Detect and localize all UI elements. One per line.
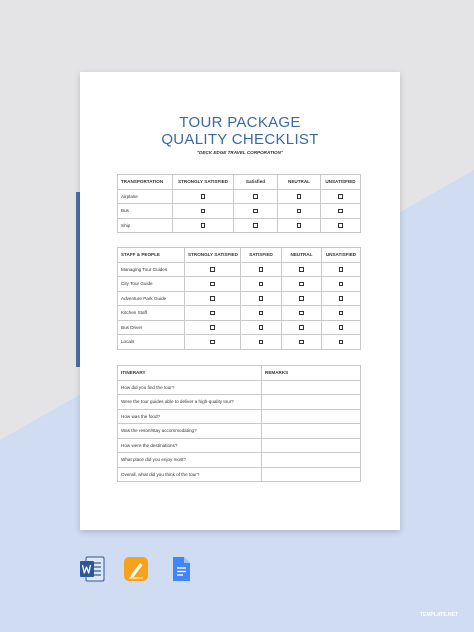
column-header: NEUTRAL (282, 248, 322, 263)
checkbox[interactable] (297, 223, 302, 228)
checkbox[interactable] (259, 267, 264, 272)
column-header: UNSATISFIED (322, 248, 361, 263)
checkbox-cell (185, 335, 241, 350)
table-row (118, 262, 361, 277)
checkbox[interactable] (259, 340, 264, 345)
checkbox-cell (322, 335, 361, 350)
row-label: Locals (118, 335, 185, 350)
checkbox-cell (234, 189, 278, 204)
checkbox[interactable] (339, 267, 344, 272)
checkbox[interactable] (299, 325, 304, 330)
checkbox[interactable] (338, 194, 343, 199)
checkbox-cell (241, 277, 282, 292)
itinerary-question: How was the food? (118, 409, 262, 424)
itinerary-question: Was the resort/stay accommodating? (118, 424, 262, 439)
checkbox-cell (185, 262, 241, 277)
checkbox[interactable] (297, 194, 302, 199)
table-row (118, 277, 361, 292)
checkbox[interactable] (210, 311, 215, 316)
remarks-field[interactable] (262, 424, 361, 439)
itinerary-table (117, 365, 361, 482)
remarks-field[interactable] (262, 409, 361, 424)
checkbox-cell (282, 291, 322, 306)
row-label: Adventure Park Guide (118, 291, 185, 306)
itinerary-question: How did you find the tour? (118, 380, 262, 395)
column-header: REMARKS (262, 366, 361, 381)
checkbox[interactable] (210, 267, 215, 272)
column-header: STRONGLY SATISFIED (185, 248, 241, 263)
checkbox[interactable] (253, 194, 258, 199)
checkbox-cell (282, 320, 322, 335)
table-row (118, 218, 361, 233)
checkbox[interactable] (210, 282, 215, 287)
remarks-field[interactable] (262, 380, 361, 395)
checkbox[interactable] (339, 296, 344, 301)
checkbox[interactable] (259, 282, 264, 287)
table-row (118, 189, 361, 204)
watermark: TEMPLATE.NET (420, 612, 458, 618)
checkbox-cell (278, 204, 321, 219)
checkbox[interactable] (299, 311, 304, 316)
checkbox[interactable] (201, 209, 206, 214)
checkbox-cell (173, 218, 234, 233)
document-subtitle: "DECK EDGE TRAVEL CORPORATION" (196, 150, 284, 155)
checkbox-cell (282, 306, 322, 321)
checkbox-cell (322, 262, 361, 277)
row-label: Airplane (118, 189, 173, 204)
itinerary-question: Were the tour guides able to deliver a high-quality tour? (118, 395, 262, 410)
checkbox[interactable] (338, 209, 343, 214)
checkbox-cell (321, 189, 361, 204)
table-row (118, 204, 361, 219)
checkbox-cell (282, 277, 322, 292)
checkbox[interactable] (210, 325, 215, 330)
document-title-line1: TOUR PACKAGE (179, 114, 301, 131)
checkbox[interactable] (299, 296, 304, 301)
checkbox-cell (185, 320, 241, 335)
checkbox-cell (278, 189, 321, 204)
remarks-field[interactable] (262, 467, 361, 482)
checkbox[interactable] (210, 340, 215, 345)
document-page (80, 72, 400, 530)
table-row (118, 335, 361, 350)
row-label: Kitchen Staff (118, 306, 185, 321)
row-label: Ship (118, 218, 173, 233)
document-title-line2: QUALITY CHECKLIST (161, 131, 319, 148)
word-icon[interactable] (79, 556, 105, 582)
checkbox-cell (185, 277, 241, 292)
pages-icon[interactable] (123, 556, 149, 582)
column-header: Satisfied (234, 175, 278, 190)
checkbox-cell (241, 291, 282, 306)
checkbox-cell (278, 218, 321, 233)
table-row (118, 380, 361, 395)
google-docs-icon[interactable] (168, 556, 194, 582)
checkbox[interactable] (299, 340, 304, 345)
table-row (118, 395, 361, 410)
column-header: TRANSPORTATION (118, 175, 173, 190)
checkbox[interactable] (259, 325, 264, 330)
column-header: STAFF & PEOPLE (118, 248, 185, 263)
table-row (118, 424, 361, 439)
checkbox-cell (185, 306, 241, 321)
checkbox-cell (241, 306, 282, 321)
checkbox[interactable] (339, 282, 344, 287)
table-row (118, 453, 361, 468)
table-row (118, 467, 361, 482)
checkbox[interactable] (299, 282, 304, 287)
table-row (118, 306, 361, 321)
checkbox-cell (241, 262, 282, 277)
table-row (118, 320, 361, 335)
checkbox-cell (173, 189, 234, 204)
checkbox-cell (241, 335, 282, 350)
checkbox-cell (234, 218, 278, 233)
checkbox-cell (234, 204, 278, 219)
checkbox[interactable] (339, 325, 344, 330)
itinerary-question: Overall, what did you think of the tour? (118, 467, 262, 482)
checkbox-cell (321, 218, 361, 233)
checkbox-cell (241, 320, 282, 335)
checkbox[interactable] (339, 340, 344, 345)
column-header: STRONGLY SATISFIED (173, 175, 234, 190)
table-row (118, 409, 361, 424)
itinerary-question: How were the destinations? (118, 438, 262, 453)
checkbox[interactable] (259, 311, 264, 316)
checkbox-cell (185, 291, 241, 306)
remarks-field[interactable] (262, 395, 361, 410)
itinerary-question: What place did you enjoy most? (118, 453, 262, 468)
column-header: ITINERARY (118, 366, 262, 381)
remarks-field[interactable] (262, 438, 361, 453)
row-label: Managing Tour Guides (118, 262, 185, 277)
table-row (118, 438, 361, 453)
column-header: UNSATISFIED (321, 175, 361, 190)
checkbox-cell (322, 291, 361, 306)
row-label: Bus Driver (118, 320, 185, 335)
checkbox[interactable] (253, 223, 258, 228)
checkbox[interactable] (299, 267, 304, 272)
checkbox[interactable] (210, 296, 215, 301)
checkbox[interactable] (253, 209, 258, 214)
staff-table (117, 247, 361, 350)
checkbox-cell (321, 204, 361, 219)
checkbox[interactable] (338, 223, 343, 228)
checkbox[interactable] (259, 296, 264, 301)
checkbox-cell (322, 320, 361, 335)
checkbox-cell (282, 335, 322, 350)
column-header: SATISFIED (241, 248, 282, 263)
checkbox-cell (322, 277, 361, 292)
column-header: NEUTRAL (278, 175, 321, 190)
transportation-table (117, 174, 361, 233)
row-label: Bus (118, 204, 173, 219)
table-row (118, 291, 361, 306)
remarks-field[interactable] (262, 453, 361, 468)
checkbox[interactable] (201, 223, 206, 228)
checkbox[interactable] (297, 209, 302, 214)
checkbox-cell (173, 204, 234, 219)
checkbox[interactable] (201, 194, 206, 199)
row-label: City Tour Guide (118, 277, 185, 292)
checkbox-cell (282, 262, 322, 277)
checkbox[interactable] (339, 311, 344, 316)
checkbox-cell (322, 306, 361, 321)
